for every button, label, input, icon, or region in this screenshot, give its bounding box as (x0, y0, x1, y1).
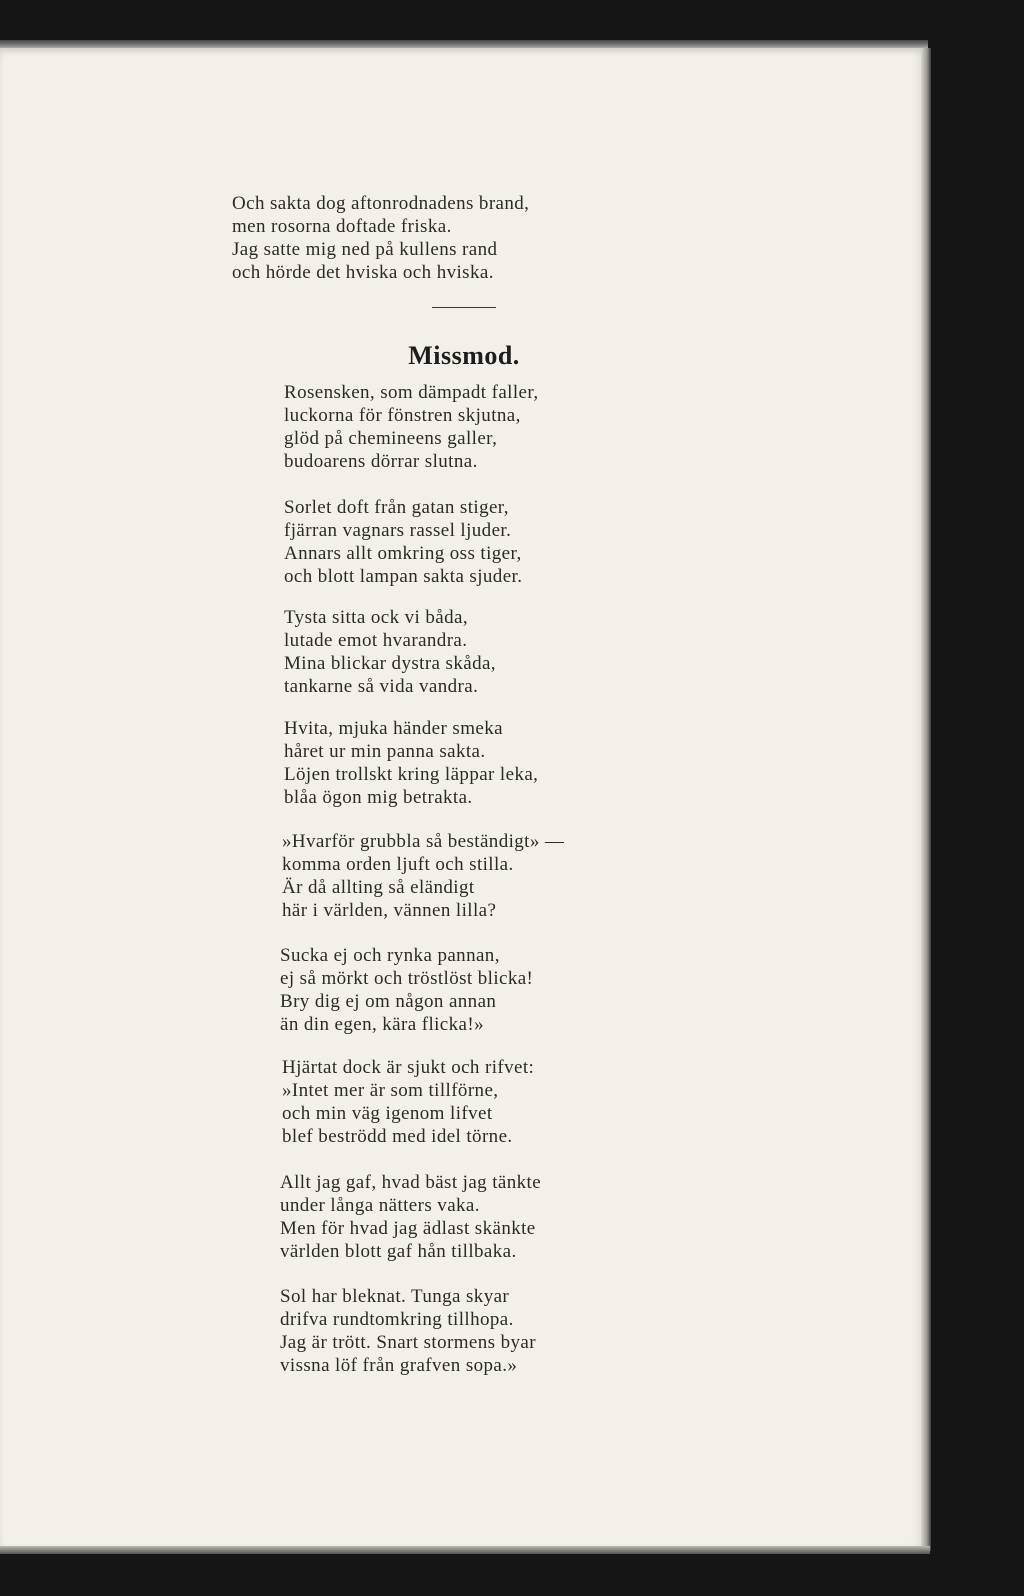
verse-line: vissna löf från grafven sopa.» (280, 1355, 518, 1376)
verse-line: Jag satte mig ned på kullens rand (232, 239, 498, 260)
stanza-9 (280, 1285, 536, 1377)
scan-bottom-edge (0, 1546, 930, 1554)
stanza-8 (280, 1171, 541, 1263)
verse-line: ej så mörkt och tröstlöst blicka! (280, 968, 534, 989)
verse-line: »Intet mer är som tillförne, (282, 1080, 499, 1101)
stanza-7 (282, 1056, 534, 1148)
verse-line: Hjärtat dock är sjukt och rifvet: (282, 1057, 535, 1078)
verse-line: Men för hvad jag ädlast skänkte (280, 1218, 536, 1239)
section-divider (432, 307, 496, 308)
verse-line: men rosorna doftade friska. (232, 216, 452, 237)
verse-line: än din egen, kära flicka!» (280, 1014, 484, 1035)
poem-title: Missmod. (408, 341, 520, 370)
stanza-3 (284, 606, 496, 698)
verse-line: budoarens dörrar slutna. (284, 451, 478, 472)
verse-line: lutade emot hvarandra. (284, 630, 468, 651)
verse-line: luckorna för fönstren skjutna, (284, 405, 521, 426)
verse-line: världen blott gaf hån tillbaka. (280, 1241, 517, 1262)
verse-line: glöd på chemineens galler, (284, 428, 498, 449)
verse-line: och min väg igenom lifvet (282, 1103, 493, 1124)
verse-line: komma orden ljuft och stilla. (282, 854, 514, 875)
verse-line: Jag är trött. Snart stormens byar (280, 1332, 536, 1353)
opening-stanza (232, 192, 529, 284)
verse-line: Rosensken, som dämpadt faller, (284, 382, 539, 403)
verse-line: Sol har bleknat. Tunga skyar (280, 1286, 510, 1307)
stanza-5 (282, 830, 564, 922)
stanza-6 (280, 944, 533, 1036)
verse-line: här i världen, vännen lilla? (282, 900, 497, 921)
stanza-2 (284, 496, 522, 588)
verse-line: och hörde det hviska och hviska. (232, 262, 494, 283)
verse-line: Annars allt omkring oss tiger, (284, 543, 522, 564)
verse-line: Bry dig ej om någon annan (280, 991, 497, 1012)
verse-line: Hvita, mjuka händer smeka (284, 718, 503, 739)
verse-line: Sorlet doft från gatan stiger, (284, 497, 509, 518)
verse-line: blåa ögon mig betrakta. (284, 787, 473, 808)
stanza-4 (284, 717, 538, 809)
verse-line: fjärran vagnars rassel ljuder. (284, 520, 512, 541)
verse-line: under långa nätters vaka. (280, 1195, 480, 1216)
verse-line: Löjen trollskt kring läppar leka, (284, 764, 539, 785)
verse-line: tankarne så vida vandra. (284, 676, 479, 697)
stanza-1 (284, 381, 539, 473)
verse-line: Allt jag gaf, hvad bäst jag tänkte (280, 1172, 542, 1193)
verse-line: Är då allting så eländigt (282, 877, 475, 898)
scan-right-edge (921, 48, 931, 1551)
verse-line: håret ur min panna sakta. (284, 741, 486, 762)
verse-line: »Hvarför grubbla så beständigt» — (282, 831, 565, 852)
verse-line: drifva rundtomkring tillhopa. (280, 1309, 514, 1330)
verse-line: Mina blickar dystra skåda, (284, 653, 496, 674)
verse-line: Sucka ej och rynka pannan, (280, 945, 500, 966)
verse-line: blef beströdd med idel törne. (282, 1126, 513, 1147)
verse-line: och blott lampan sakta sjuder. (284, 566, 523, 587)
verse-line: Tysta sitta ock vi båda, (284, 607, 468, 628)
verse-line: Och sakta dog aftonrodnadens brand, (232, 193, 530, 214)
